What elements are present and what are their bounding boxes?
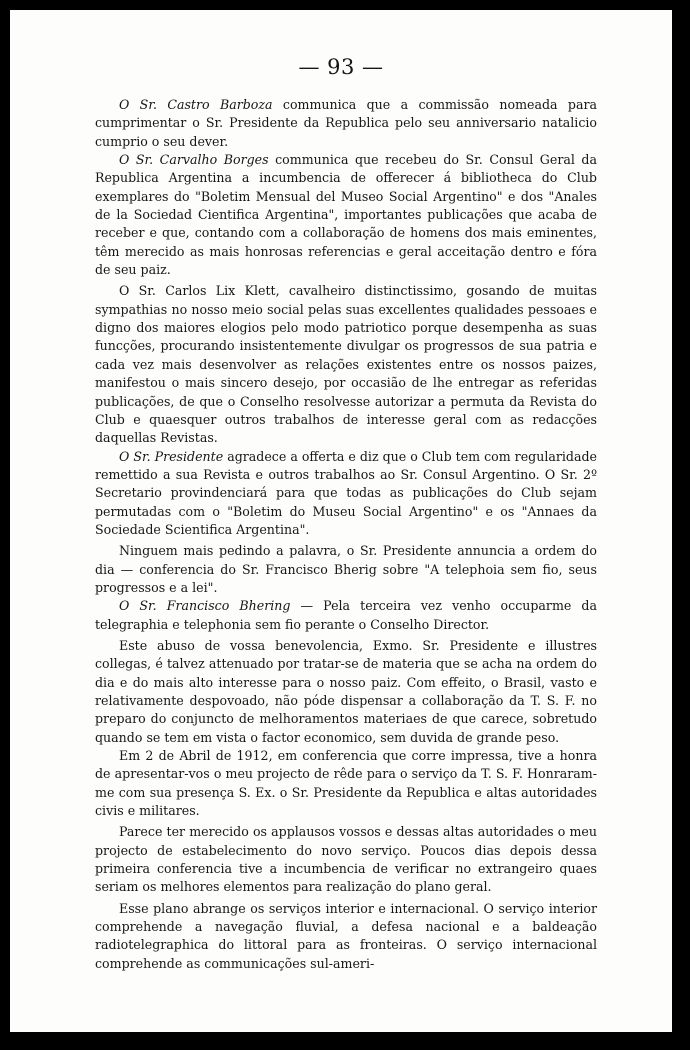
paragraph-plano <box>95 900 597 973</box>
speaker-name: O Sr. Carvalho Borges <box>119 152 269 168</box>
body-text <box>95 96 597 973</box>
paragraph-text: — Pela terceira vez venho occuparme da telegraphia e telephonia sem fio perante o Conselho Director. <box>95 598 597 632</box>
paragraph-text: agradece a offerta e diz que o Club tem com regularidade remettido a sua Revista e outros trabalhos ao Sr. Consul Argentino. O Sr. 2º Secretario provindenciará para que todas as publicações do Club sejam permutadas com o "Boletim do Museu Social Argentino" e os "Annaes da Sociedade Scientifica Argentina". <box>95 448 597 537</box>
paragraph-ordem-do-dia <box>95 542 597 597</box>
page-number: — 93 — <box>298 55 384 79</box>
paragraph-text: Ninguem mais pedindo a palavra, o Sr. Presidente annuncia a ordem do dia — conferencia do Sr. Francisco Bherig sobre "A telephoia sem fio, seus progressos e a lei". <box>95 543 597 595</box>
paragraph-abuso <box>95 637 597 747</box>
scanned-page <box>10 10 672 1032</box>
paragraph-castro-barboza <box>95 96 597 151</box>
paragraph-carvalho-borges <box>95 151 597 279</box>
paragraph-abril-1912 <box>95 747 597 820</box>
paragraph-text: communica que recebeu do Sr. Consul Geral da Republica Argentina a incumbencia de offerecer á bibliotheca do Club exemplares do "Boletim Mensual del Museo Social Argentino" e dos "Anales de la Sociedad Cientifica Argentina", importantes publicações que acaba de receber e que, contando com a collaboração de homens dos mais eminentes, têm merecido as mais honrosas referencias e geral acceitação dentro e fóra de seu paiz. <box>95 152 597 278</box>
speaker-name: O Sr. Presidente <box>119 448 224 464</box>
paragraph-bhering <box>95 597 597 634</box>
paragraph-text: Este abuso de vossa benevolencia, Exmo. Sr. Presidente e illustres collegas, é talvez attenuado por tratar-se de materia que se acha na ordem do dia e do mais alto interesse para o nosso paiz. Com effeito, o Brasil, vasto e relativamente despovoado, não póde dispensar a collaboração da T. S. F. no preparo do conjuncto de melhoramentos materiaes de que carece, sobretudo quando se tem em vista o factor economico, sem duvida de grande peso. <box>95 637 597 745</box>
speaker-name: O Sr. Castro Barboza <box>119 97 273 112</box>
paragraph-lix-klett <box>95 282 597 447</box>
paragraph-text: communica que a commissão nomeada para cumprimentar o Sr. Presidente da Republica pelo seu anniversario natalicio cumprio o seu dever. <box>95 97 597 149</box>
speaker-name: O Sr. Francisco Bhering <box>119 598 291 614</box>
paragraph-text: Parece ter merecido os applausos vossos e dessas altas autoridades o meu projecto de estabelecimento do novo serviço. Poucos dias depois dessa primeira conferencia tive a incumbencia de verificar no extrangeiro quaes seriam os melhores elementos para realização do plano geral. <box>95 824 597 895</box>
paragraph-text: O Sr. Carlos Lix Klett, cavalheiro distinctissimo, gosando de muitas sympathias no nosso meio social pelas suas excellentes qualidades pessoaes e digno dos maiores elogios pelo modo patriotico porque desempenha as suas funcções, procurando insistentemente divulgar os progressos de sua patria e cada vez mais desenvolver as relações existentes entre os nossos paizes, manifestou o mais sincero desejo, por occasião de lhe entregar as referidas publicações, de que o Conselho resolvesse autorizar a permuta da Revista do Club e quaesquer outros trabalhos de interesse geral com as redacções daquellas Revistas. <box>95 283 597 446</box>
paragraph-text: Em 2 de Abril de 1912, em conferencia que corre impressa, tive a honra de apresentar-vos o meu projecto de rêde para o serviço da T. S. F. Honraram-me com sua presença S. Ex. o Sr. Presidente da Republica e altas autoridades civis e militares. <box>95 748 597 819</box>
paragraph-presidente <box>95 448 597 540</box>
paragraph-applausos <box>95 823 597 896</box>
paragraph-text: Esse plano abrange os serviços interior e internacional. O serviço interior comprehende a navegação fluvial, a defesa nacional e a baldeação radiotelegraphica do littoral para as fronteiras. O serviço internacional comprehende as communicações sul-ameri- <box>95 900 597 971</box>
